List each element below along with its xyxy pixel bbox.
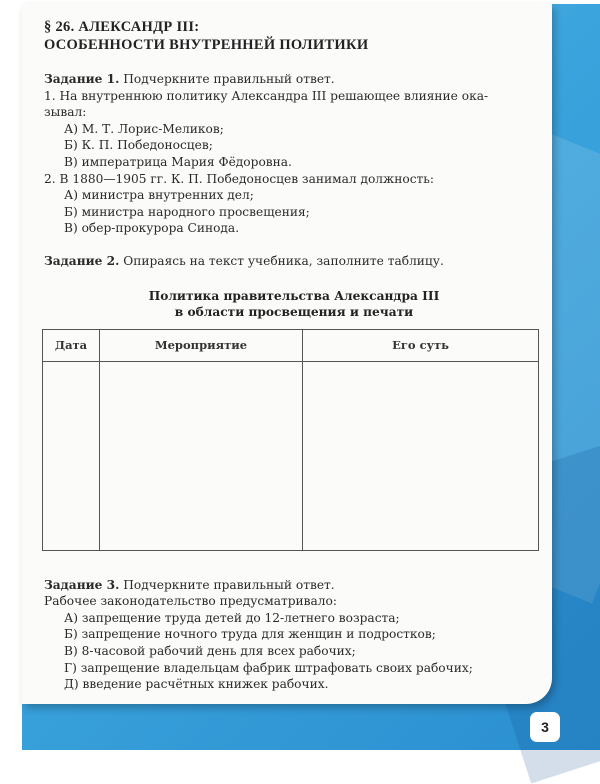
task3-instruction: Подчеркните правильный ответ. <box>123 577 335 592</box>
task1-question1-line2: зывал: <box>44 105 87 120</box>
task2-label: Задание 2. <box>44 253 120 268</box>
answer-option[interactable]: В) обер-прокурора Синода. <box>64 221 240 236</box>
table-cell-date[interactable] <box>43 361 100 550</box>
task1-question1-line1: 1. На внутреннюю политику Александра III решающее влияние ока- <box>44 88 489 103</box>
task1-question1 <box>44 88 544 121</box>
column-header-essence: Его суть <box>303 329 539 361</box>
task2-heading <box>44 253 544 270</box>
table-title <box>44 288 544 320</box>
task2 <box>44 253 544 551</box>
answer-option[interactable]: Б) К. П. Победоносцев; <box>64 138 213 153</box>
answer-option[interactable]: А) запрещение труда детей до 12-летнего возраста; <box>64 610 400 625</box>
task1-label: Задание 1. <box>44 72 120 86</box>
table-header-row <box>43 329 539 361</box>
page-number: 3 <box>530 712 560 742</box>
page-content <box>44 18 544 693</box>
answer-option[interactable]: Г) запрещение владельцам фабрик штрафовать своих рабочих; <box>64 660 473 675</box>
task1-question2-options <box>64 187 544 237</box>
answer-option[interactable]: Б) министра народного просвещения; <box>64 204 310 219</box>
answer-option[interactable]: Б) запрещение ночного труда для женщин и подростков; <box>64 627 436 642</box>
task1-heading <box>44 71 544 88</box>
task3-heading <box>44 577 544 594</box>
table-cell-measure[interactable] <box>100 361 303 550</box>
section-title-line1: § 26. АЛЕКСАНДР III: <box>44 19 200 35</box>
task3 <box>44 577 544 693</box>
task3-question: Рабочее законодательство предусматривало: <box>44 594 337 609</box>
task3-label: Задание 3. <box>44 577 120 592</box>
task1-question2: 2. В 1880—1905 гг. К. П. Победоносцев занимал должность: <box>44 171 435 186</box>
task1-question1-options <box>64 121 544 171</box>
answer-option[interactable]: А) министра внутренних дел; <box>64 188 254 203</box>
task3-options <box>64 610 544 693</box>
section-title-line2: ОСОБЕННОСТИ ВНУТРЕННЕЙ ПОЛИТИКИ <box>44 37 369 53</box>
table-cell-essence[interactable] <box>303 361 539 550</box>
table-row <box>43 361 539 550</box>
fill-in-table <box>42 329 539 551</box>
table-title-line1: Политика правительства Александра III <box>148 288 440 303</box>
answer-option[interactable]: А) М. Т. Лорис-Меликов; <box>64 121 224 136</box>
section-title <box>44 18 544 54</box>
task1 <box>44 71 544 237</box>
column-header-measure: Мероприятие <box>100 329 303 361</box>
answer-option[interactable]: Д) введение расчётных книжек рабочих. <box>64 677 329 692</box>
column-header-date: Дата <box>43 329 100 361</box>
table-title-line2: в области просвещения и печати <box>174 304 414 319</box>
answer-option[interactable]: В) 8-часовой рабочий день для всех рабочих; <box>64 643 356 658</box>
answer-option[interactable]: В) императрица Мария Фёдоровна. <box>64 154 292 169</box>
task1-instruction: Подчеркните правильный ответ. <box>123 72 335 86</box>
task2-instruction: Опираясь на текст учебника, заполните таблицу. <box>123 253 444 268</box>
